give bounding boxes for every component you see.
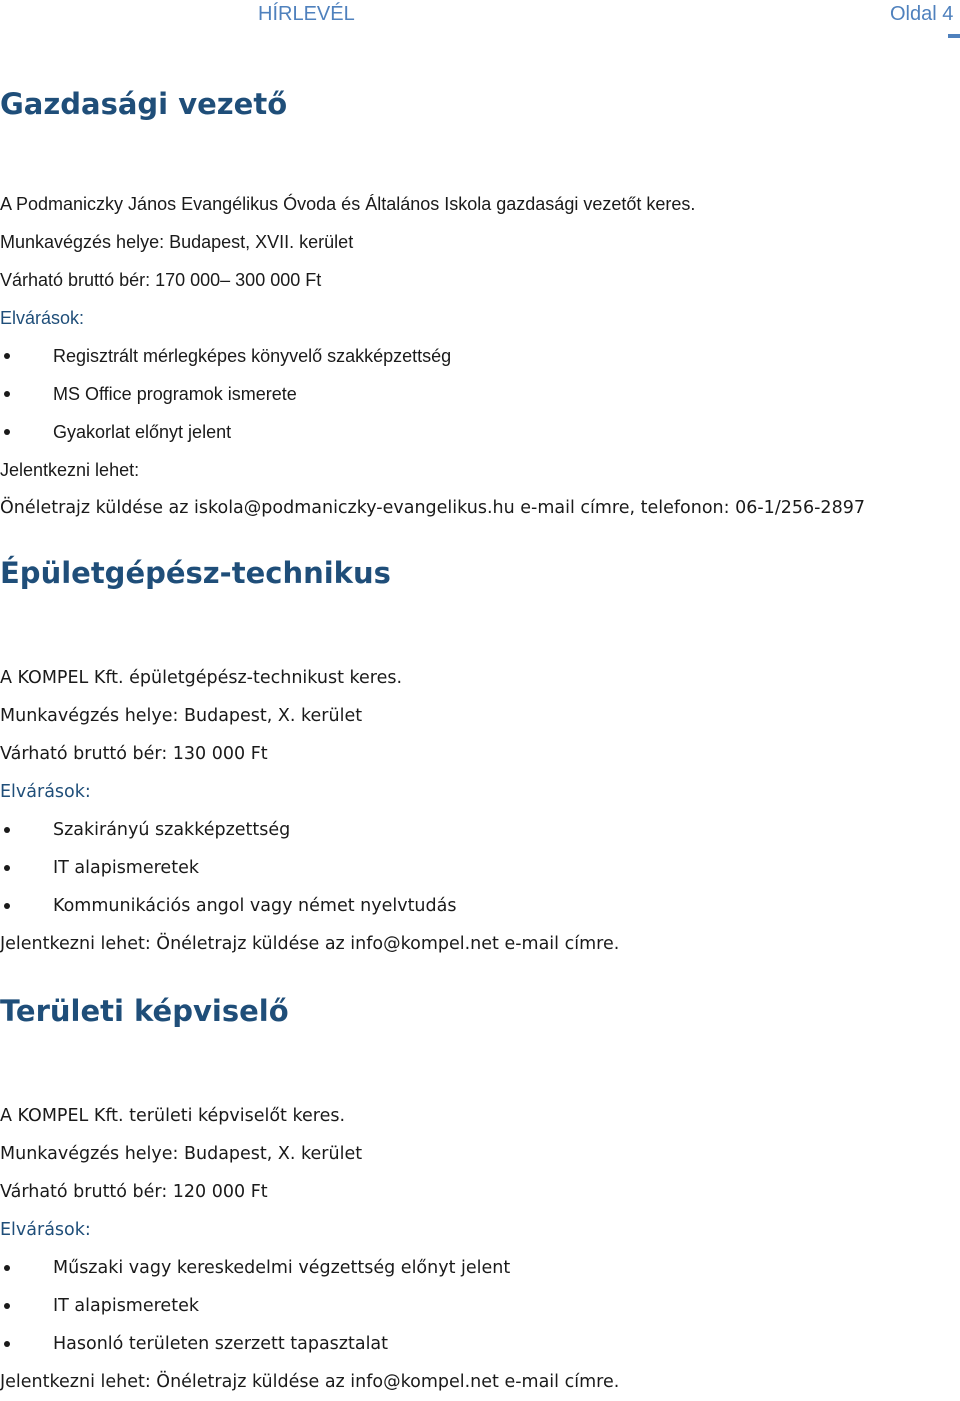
apply-text: Jelentkezni lehet: Önéletrajz küldése az info@kompel.net e-mail címre. [0, 934, 620, 954]
apply-text: Jelentkezni lehet: Önéletrajz küldése az info@kompel.net e-mail címre. [0, 1372, 620, 1392]
requirements-list [0, 1249, 950, 1363]
job-location: Munkavégzés helye: Budapest, X. kerület [0, 1144, 363, 1164]
list-item: Szakirányú szakképzettség [0, 811, 950, 849]
job-salary: Várható bruttó bér: 130 000 Ft [0, 744, 268, 764]
list-item: Regisztrált mérlegképes könyvelő szakképzettség [0, 337, 950, 375]
job-title: Gazdasági vezető [0, 87, 288, 121]
list-item: Kommunikációs angol vagy német nyelvtudás [0, 887, 950, 925]
requirements-list [0, 811, 950, 925]
job-location: Munkavégzés helye: Budapest, X. kerület [0, 706, 363, 726]
list-item: Műszaki vagy kereskedelmi végzettség előnyt jelent [0, 1249, 950, 1287]
list-item: Gyakorlat előnyt jelent [0, 413, 950, 451]
job-title: Területi képviselő [0, 994, 289, 1028]
job-intro: A KOMPEL Kft. területi képviselőt keres. [0, 1106, 346, 1126]
requirements-label: Elvárások: [0, 1220, 91, 1240]
requirements-label: Elvárások: [0, 782, 91, 802]
job-salary: Várható bruttó bér: 120 000 Ft [0, 1182, 268, 1202]
requirements-list [0, 337, 950, 451]
job-salary: Várható bruttó bér: 170 000– 300 000 Ft [0, 270, 322, 290]
job-teruleti-kepviselo [0, 994, 950, 1401]
list-item: IT alapismeretek [0, 1287, 950, 1325]
job-intro: A Podmaniczky János Evangélikus Óvoda és Általános Iskola gazdasági vezetőt keres. [0, 194, 696, 214]
job-gazdasagi-vezeto [0, 87, 950, 527]
requirements-label: Elvárások: [0, 308, 85, 328]
list-item: MS Office programok ismerete [0, 375, 950, 413]
header-accent-bar [948, 34, 960, 38]
page-header [0, 0, 960, 40]
job-location: Munkavégzés helye: Budapest, XVII. kerület [0, 232, 354, 252]
job-epuletgepesz-technikus [0, 556, 950, 963]
list-item: IT alapismeretek [0, 849, 950, 887]
job-intro: A KOMPEL Kft. épületgépész-technikust keres. [0, 668, 403, 688]
newsletter-title: HÍRLEVÉL [258, 3, 355, 25]
apply-label: Jelentkezni lehet: [0, 460, 140, 480]
apply-text: Önéletrajz küldése az iskola@podmaniczky-evangelikus.hu e-mail címre, telefonon: 06-1/256-2897 [0, 498, 865, 518]
list-item: Hasonló területen szerzett tapasztalat [0, 1325, 950, 1363]
page-number: Oldal 4 [890, 3, 954, 25]
job-title: Épületgépész-technikus [0, 556, 391, 590]
